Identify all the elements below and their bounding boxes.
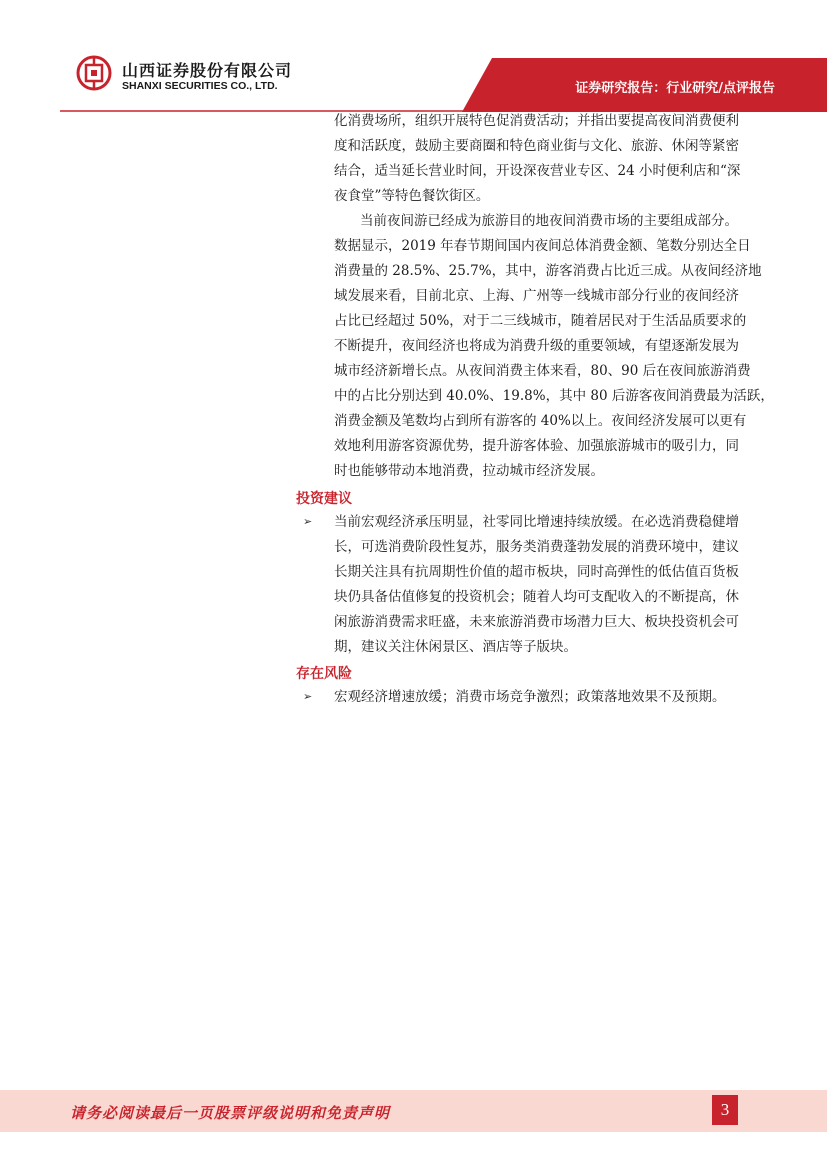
paragraph-line: 时也能够带动本地消费，拉动城市经济发展。 xyxy=(334,463,604,479)
paragraph-line: 域发展来看，目前北京、上海、广州等一线城市部分行业的夜间经济 xyxy=(334,288,739,304)
paragraph-line: 城市经济新增长点。从夜间消费主体来看，80、90 后在夜间旅游消费 xyxy=(334,363,751,379)
company-name-en: SHANXI SECURITIES CO., LTD. xyxy=(122,80,278,92)
paragraph-line: 闲旅游消费需求旺盛，未来旅游消费市场潜力巨大、板块投资机会可 xyxy=(334,614,739,630)
bullet-arrow-icon: ➢ xyxy=(303,515,313,528)
paragraph-line: 宏观经济增速放缓；消费市场竞争激烈；政策落地效果不及预期。 xyxy=(334,689,726,705)
paragraph-line: 度和活跃度，鼓励主要商圈和特色商业街与文化、旅游、休闲等紧密 xyxy=(334,138,739,154)
paragraph-line: 数据显示，2019 年春节期间国内夜间总体消费金额、笔数分别达全日 xyxy=(334,238,751,254)
page-header xyxy=(0,0,827,112)
paragraph-line: 消费金额及笔数均占到所有游客的 40%以上。夜间经济发展可以更有 xyxy=(334,413,747,429)
report-type-label: 证券研究报告：行业研究/点评报告 xyxy=(575,81,775,96)
paragraph-line: 占比已经超过 50%，对于二三线城市，随着居民对于生活品质要求的 xyxy=(334,313,747,329)
bullet-arrow-icon: ➢ xyxy=(303,690,313,703)
paragraph-line: 不断提升，夜间经济也将成为消费升级的重要领域，有望逐渐发展为 xyxy=(334,338,739,354)
paragraph-line: 期，建议关注休闲景区、酒店等子版块。 xyxy=(334,639,577,655)
company-name-cn: 山西证券股份有限公司 xyxy=(122,61,293,80)
paragraph-line: 化消费场所，组织开展特色促消费活动；并指出要提高夜间消费便利 xyxy=(334,113,739,129)
shanxi-securities-logo-icon xyxy=(76,55,112,91)
paragraph-line: 效地利用游客资源优势，提升游客体验、加强旅游城市的吸引力，同 xyxy=(334,438,739,454)
paragraph-line: 结合，适当延长营业时间，开设深夜营业专区、24 小时便利店和“深 xyxy=(334,163,741,179)
section-title-risk: 存在风险 xyxy=(296,666,352,682)
paragraph-line: 当前夜间游已经成为旅游目的地夜间消费市场的主要组成部分。 xyxy=(360,213,738,229)
disclaimer-notice: 请务必阅读最后一页股票评级说明和免责声明 xyxy=(70,1104,391,1122)
paragraph-line: 块仍具备估值修复的投资机会；随着人均可支配收入的不断提高，休 xyxy=(334,589,739,605)
paragraph-line: 长期关注具有抗周期性价值的超市板块，同时高弹性的低估值百货板 xyxy=(334,564,739,580)
paragraph-line: 中的占比分别达到 40.0%、19.8%，其中 80 后游客夜间消费最为活跃， xyxy=(334,388,774,404)
paragraph-line: 当前宏观经济承压明显，社零同比增速持续放缓。在必选消费稳健增 xyxy=(334,514,739,530)
section-title-investment: 投资建议 xyxy=(296,491,352,507)
paragraph-line: 夜食堂”等特色餐饮街区。 xyxy=(334,188,490,204)
paragraph-line: 消费量的 28.5%、25.7%，其中，游客消费占比近三成。从夜间经济地 xyxy=(334,263,762,279)
page-number: 3 xyxy=(712,1095,738,1125)
page-footer xyxy=(0,1090,827,1132)
paragraph-line: 长，可选消费阶段性复苏，服务类消费蓬勃发展的消费环境中，建议 xyxy=(334,539,739,555)
